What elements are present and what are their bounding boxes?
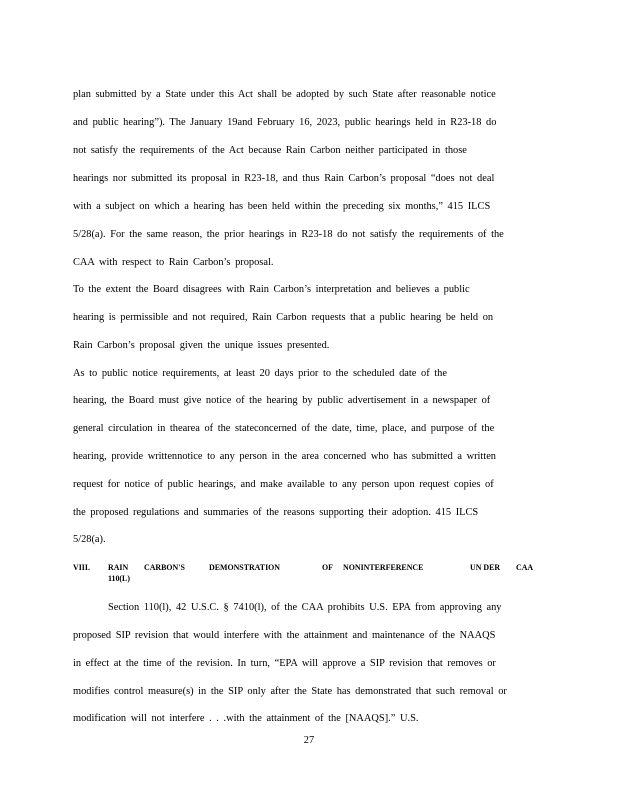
text-line: Section 110(l), 42 U.S.C. § 7410(l), of the CAA prohibits U.S. EPA from approving any — [108, 602, 502, 613]
text-line: general circulation in thearea of the stateconcerned of the date, time, place, and purpose of the — [73, 423, 495, 434]
text-line: hearing, provide writtennotice to any person in the area concerned who has submitted a written — [73, 451, 497, 462]
heading-word: NONINTERFERENCE — [343, 562, 424, 572]
text-line: hearings nor submitted its proposal in R23-18, and thus Rain Carbon’s proposal “does not deal — [73, 173, 495, 184]
heading-word: CARBON'S — [144, 562, 185, 572]
text-line: with a subject on which a hearing has been held within the preceding six months,” 415 ILCS — [73, 201, 491, 212]
text-line: request for notice of public hearings, and make available to any person upon request copies of — [73, 479, 494, 490]
text-line: hearing, the Board must give notice of the hearing by public advertisement in a newspaper of — [73, 395, 491, 406]
text-line: modification will not interfere . . .with the attainment of the [NAAQS].” U.S. — [73, 713, 419, 724]
text-line: 5/28(a). For the same reason, the prior hearings in R23-18 do not satisfy the requirements of the — [73, 229, 504, 240]
heading-word: UN DER — [470, 562, 501, 572]
text-line: Rain Carbon’s proposal given the unique issues presented. — [73, 340, 330, 351]
text-line: hearing is permissible and not required, Rain Carbon requests that a public hearing be held on — [73, 312, 494, 323]
page-number: 27 — [303, 735, 315, 746]
heading-continuation: 110(L) — [108, 573, 130, 583]
text-line: proposed SIP revision that would interfere with the attainment and maintenance of the NAAQS — [73, 630, 496, 641]
heading-word: RAIN — [108, 562, 129, 572]
heading-word: CAA — [516, 562, 534, 572]
text-line: in effect at the time of the revision. In turn, “EPA will approve a SIP revision that removes or — [73, 658, 496, 669]
text-line: plan submitted by a State under this Act shall be adopted by such State after reasonable notice — [73, 89, 496, 100]
text-line: As to public notice requirements, at least 20 days prior to the scheduled date of the — [73, 368, 447, 379]
text-line: To the extent the Board disagrees with Rain Carbon’s interpretation and believes a public — [73, 284, 470, 295]
text-line: CAA with respect to Rain Carbon’s proposal. — [73, 257, 274, 268]
heading-word: DEMONSTRATION — [209, 562, 281, 572]
heading-word: OF — [322, 562, 333, 572]
text-line: not satisfy the requirements of the Act because Rain Carbon neither participated in those — [73, 145, 467, 156]
section-number: VIII. — [73, 562, 90, 572]
text-line: and public hearing”). The January 19and February 16, 2023, public hearings held in R23-18 do — [73, 117, 497, 128]
text-line: the proposed regulations and summaries of the reasons supporting their adoption. 415 ILCS — [73, 507, 479, 518]
text-line: modifies control measure(s) in the SIP only after the State has demonstrated that such removal or — [73, 686, 507, 697]
text-line: 5/28(a). — [73, 534, 106, 545]
